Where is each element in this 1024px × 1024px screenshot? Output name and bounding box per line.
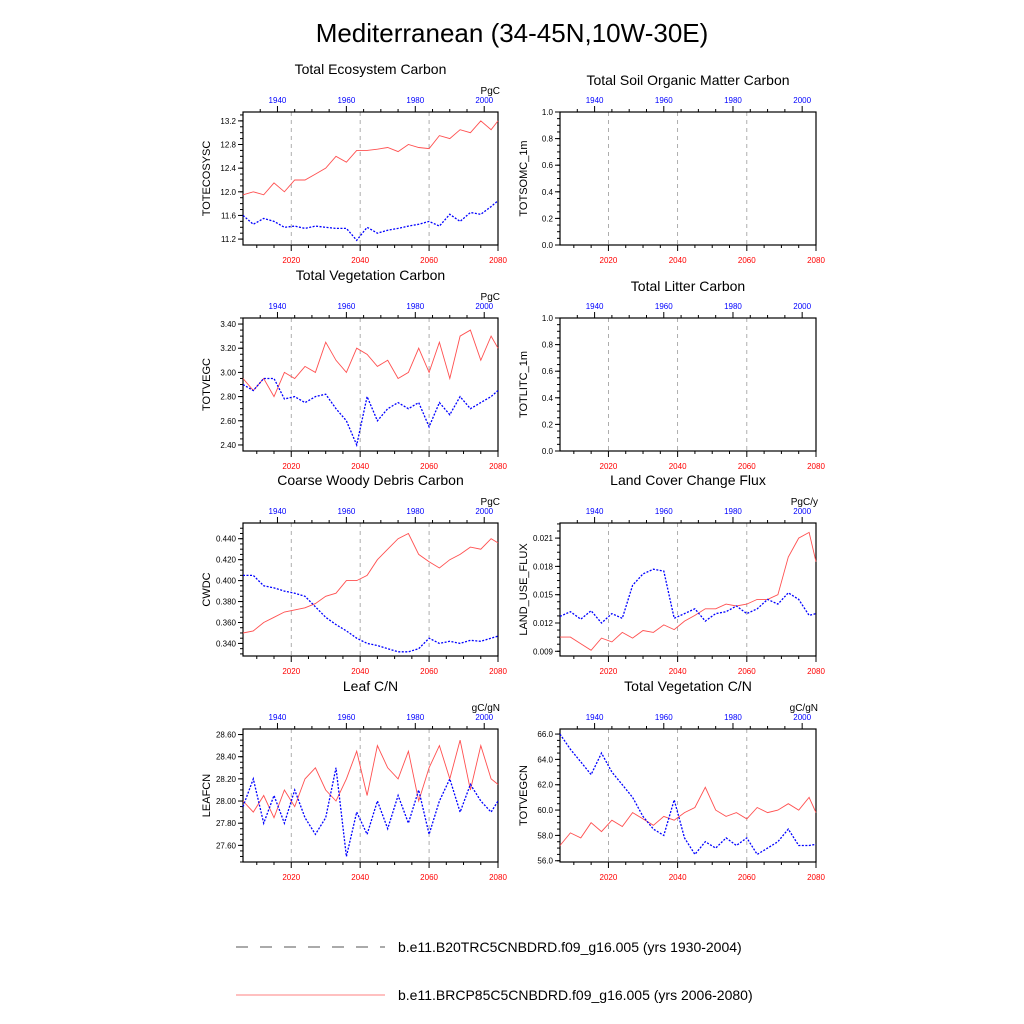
x-tick-label-bottom: 2040 (351, 462, 370, 471)
x-tick-label-bottom: 2060 (737, 873, 756, 882)
y-tick-label: 3.20 (220, 344, 236, 354)
panel-title: Land Cover Change Flux (610, 472, 766, 488)
x-tick-label-bottom: 2080 (807, 256, 825, 265)
x-tick-label-top: 1960 (337, 507, 356, 516)
x-tick-label-bottom: 2060 (420, 873, 438, 882)
figure-title: Mediterranean (34-45N,10W-30E) (315, 18, 709, 48)
y-tick-label: 3.40 (220, 320, 236, 330)
y-tick-label: 0.360 (215, 618, 236, 628)
x-tick-label-top: 1980 (724, 96, 742, 105)
y-tick-label: 0.6 (541, 161, 553, 171)
panel-title: Total Vegetation Carbon (295, 267, 446, 283)
y-tick-label: 66.0 (537, 730, 553, 740)
x-tick-label-top: 1980 (406, 507, 425, 516)
y-tick-label: 0.009 (532, 647, 553, 657)
y-tick-label: 1.0 (541, 108, 553, 117)
y-tick-label: 60.0 (537, 806, 553, 816)
x-tick-label-bottom: 2080 (807, 667, 825, 676)
x-tick-label-bottom: 2020 (599, 462, 618, 471)
x-tick-label-top: 2000 (475, 302, 494, 311)
x-tick-label-bottom: 2040 (668, 256, 687, 265)
x-tick-label-bottom: 2020 (282, 667, 301, 676)
x-tick-label-bottom: 2040 (351, 256, 370, 265)
y-axis-label: LEAFCN (201, 773, 213, 818)
y-tick-label: 13.2 (220, 116, 236, 126)
x-tick-label-top: 1980 (724, 507, 742, 516)
x-tick-label-top: 1940 (268, 302, 287, 311)
x-tick-label-bottom: 2020 (599, 873, 618, 882)
panel-title: Total Vegetation C/N (624, 678, 752, 694)
y-tick-label: 12.4 (220, 164, 236, 174)
legend-label-scenario: b.e11.BRCP85C5CNBDRD.f09_g16.005 (yrs 2006-2080) (398, 987, 753, 1003)
x-tick-label-top: 2000 (475, 713, 494, 722)
x-tick-label-top: 1940 (268, 96, 287, 105)
x-tick-label-bottom: 2020 (282, 462, 301, 471)
x-tick-label-bottom: 2040 (668, 667, 687, 676)
x-tick-label-bottom: 2080 (489, 667, 507, 676)
x-tick-label-bottom: 2080 (489, 462, 507, 471)
units-label: PgC/y (790, 497, 818, 508)
x-tick-label-top: 2000 (793, 507, 812, 516)
y-tick-label: 0.2 (541, 214, 553, 224)
y-tick-label: 62.0 (537, 780, 553, 790)
x-tick-label-top: 1960 (337, 713, 356, 722)
y-tick-label: 0.380 (215, 597, 236, 607)
y-tick-label: 0.0 (541, 241, 553, 250)
x-tick-label-top: 1940 (268, 507, 287, 516)
y-tick-label: 0.420 (215, 555, 236, 565)
y-tick-label: 0.440 (215, 534, 236, 544)
y-tick-label: 11.2 (221, 235, 236, 245)
y-tick-label: 0.340 (215, 639, 236, 649)
y-axis-label: TOTVEGC (201, 358, 213, 411)
units-label: gC/gN (471, 703, 500, 714)
x-tick-label-bottom: 2080 (489, 256, 507, 265)
y-tick-label: 0.8 (541, 134, 553, 144)
y-tick-label: 64.0 (537, 755, 553, 765)
units-label: PgC (480, 497, 500, 508)
y-tick-label: 0.400 (215, 576, 236, 586)
y-tick-label: 2.80 (220, 392, 236, 402)
x-tick-label-top: 1940 (585, 302, 604, 311)
x-tick-label-bottom: 2020 (282, 256, 301, 265)
x-tick-label-bottom: 2040 (668, 873, 687, 882)
x-tick-label-top: 1980 (406, 96, 425, 105)
y-tick-label: 0.8 (541, 340, 553, 350)
x-tick-label-top: 2000 (475, 96, 494, 105)
y-tick-label: 3.00 (220, 368, 236, 378)
x-tick-label-top: 1980 (724, 713, 742, 722)
x-tick-label-top: 1940 (268, 713, 287, 722)
y-tick-label: 28.00 (215, 797, 236, 807)
y-tick-label: 58.0 (537, 831, 553, 841)
x-tick-label-bottom: 2020 (599, 667, 618, 676)
x-tick-label-top: 1960 (337, 302, 356, 311)
legend-label-control: b.e11.B20TRC5CNBDRD.f09_g16.005 (yrs 1930-2004) (398, 939, 742, 955)
y-tick-label: 56.0 (537, 856, 553, 866)
y-tick-label: 27.80 (215, 819, 236, 829)
y-tick-label: 0.012 (532, 618, 553, 628)
x-tick-label-bottom: 2040 (351, 873, 370, 882)
x-tick-label-bottom: 2080 (489, 873, 507, 882)
y-tick-label: 28.20 (215, 774, 236, 784)
x-tick-label-top: 2000 (793, 302, 812, 311)
x-tick-label-bottom: 2060 (420, 462, 438, 471)
x-tick-label-top: 1940 (585, 96, 604, 105)
x-tick-label-top: 1940 (585, 507, 604, 516)
y-tick-label: 28.40 (215, 752, 236, 762)
x-tick-label-bottom: 2060 (737, 256, 756, 265)
panel-title: Coarse Woody Debris Carbon (277, 472, 464, 488)
y-tick-label: 1.0 (541, 314, 553, 323)
y-tick-label: 12.8 (220, 140, 236, 150)
x-tick-label-top: 1980 (406, 302, 425, 311)
y-axis-label: CWDC (201, 572, 213, 607)
x-tick-label-bottom: 2020 (282, 873, 301, 882)
x-tick-label-top: 1960 (654, 713, 673, 722)
x-tick-label-bottom: 2020 (599, 256, 618, 265)
y-tick-label: 12.0 (220, 187, 236, 197)
x-tick-label-bottom: 2060 (737, 667, 756, 676)
y-tick-label: 11.6 (221, 211, 236, 221)
y-tick-label: 0.015 (532, 590, 553, 600)
y-tick-label: 0.0 (541, 447, 553, 456)
x-tick-label-bottom: 2060 (420, 667, 438, 676)
y-tick-label: 0.018 (532, 562, 553, 572)
y-tick-label: 27.60 (215, 841, 236, 851)
x-tick-label-bottom: 2080 (807, 462, 825, 471)
y-tick-label: 0.021 (532, 534, 553, 544)
x-tick-label-bottom: 2040 (668, 462, 687, 471)
y-axis-label: TOTLITC_1m (518, 350, 530, 419)
y-tick-label: 2.40 (220, 440, 236, 450)
x-tick-label-top: 1980 (724, 302, 742, 311)
y-axis-label: TOTECOSYSC (201, 140, 213, 217)
x-tick-label-top: 1980 (406, 713, 425, 722)
units-label: PgC (480, 86, 500, 97)
x-tick-label-top: 2000 (793, 96, 812, 105)
x-tick-label-top: 1960 (654, 302, 673, 311)
x-tick-label-bottom: 2060 (420, 256, 438, 265)
x-tick-label-top: 2000 (793, 713, 812, 722)
y-axis-label: TOTSOMC_1m (518, 140, 530, 217)
x-tick-label-top: 1960 (654, 507, 673, 516)
y-axis-label: TOTVEGCN (518, 765, 530, 826)
y-tick-label: 0.2 (541, 420, 553, 430)
panel-title: Leaf C/N (342, 678, 399, 694)
units-label: gC/gN (789, 703, 818, 714)
panel-title: Total Ecosystem Carbon (294, 61, 447, 77)
panel-title: Total Soil Organic Matter Carbon (586, 72, 790, 88)
x-tick-label-top: 2000 (475, 507, 494, 516)
x-tick-label-bottom: 2040 (351, 667, 370, 676)
x-tick-label-top: 1960 (337, 96, 356, 105)
x-tick-label-bottom: 2060 (737, 462, 756, 471)
x-tick-label-top: 1940 (585, 713, 604, 722)
x-tick-label-top: 1960 (654, 96, 673, 105)
y-tick-label: 0.6 (541, 367, 553, 377)
panel-title: Total Litter Carbon (630, 278, 746, 294)
y-axis-label: LAND_USE_FLUX (518, 543, 530, 636)
y-tick-label: 0.4 (541, 187, 553, 197)
y-tick-label: 28.60 (215, 730, 236, 740)
y-tick-label: 0.4 (541, 393, 553, 403)
y-tick-label: 2.60 (220, 416, 236, 426)
x-tick-label-bottom: 2080 (807, 873, 825, 882)
units-label: PgC (480, 292, 500, 303)
